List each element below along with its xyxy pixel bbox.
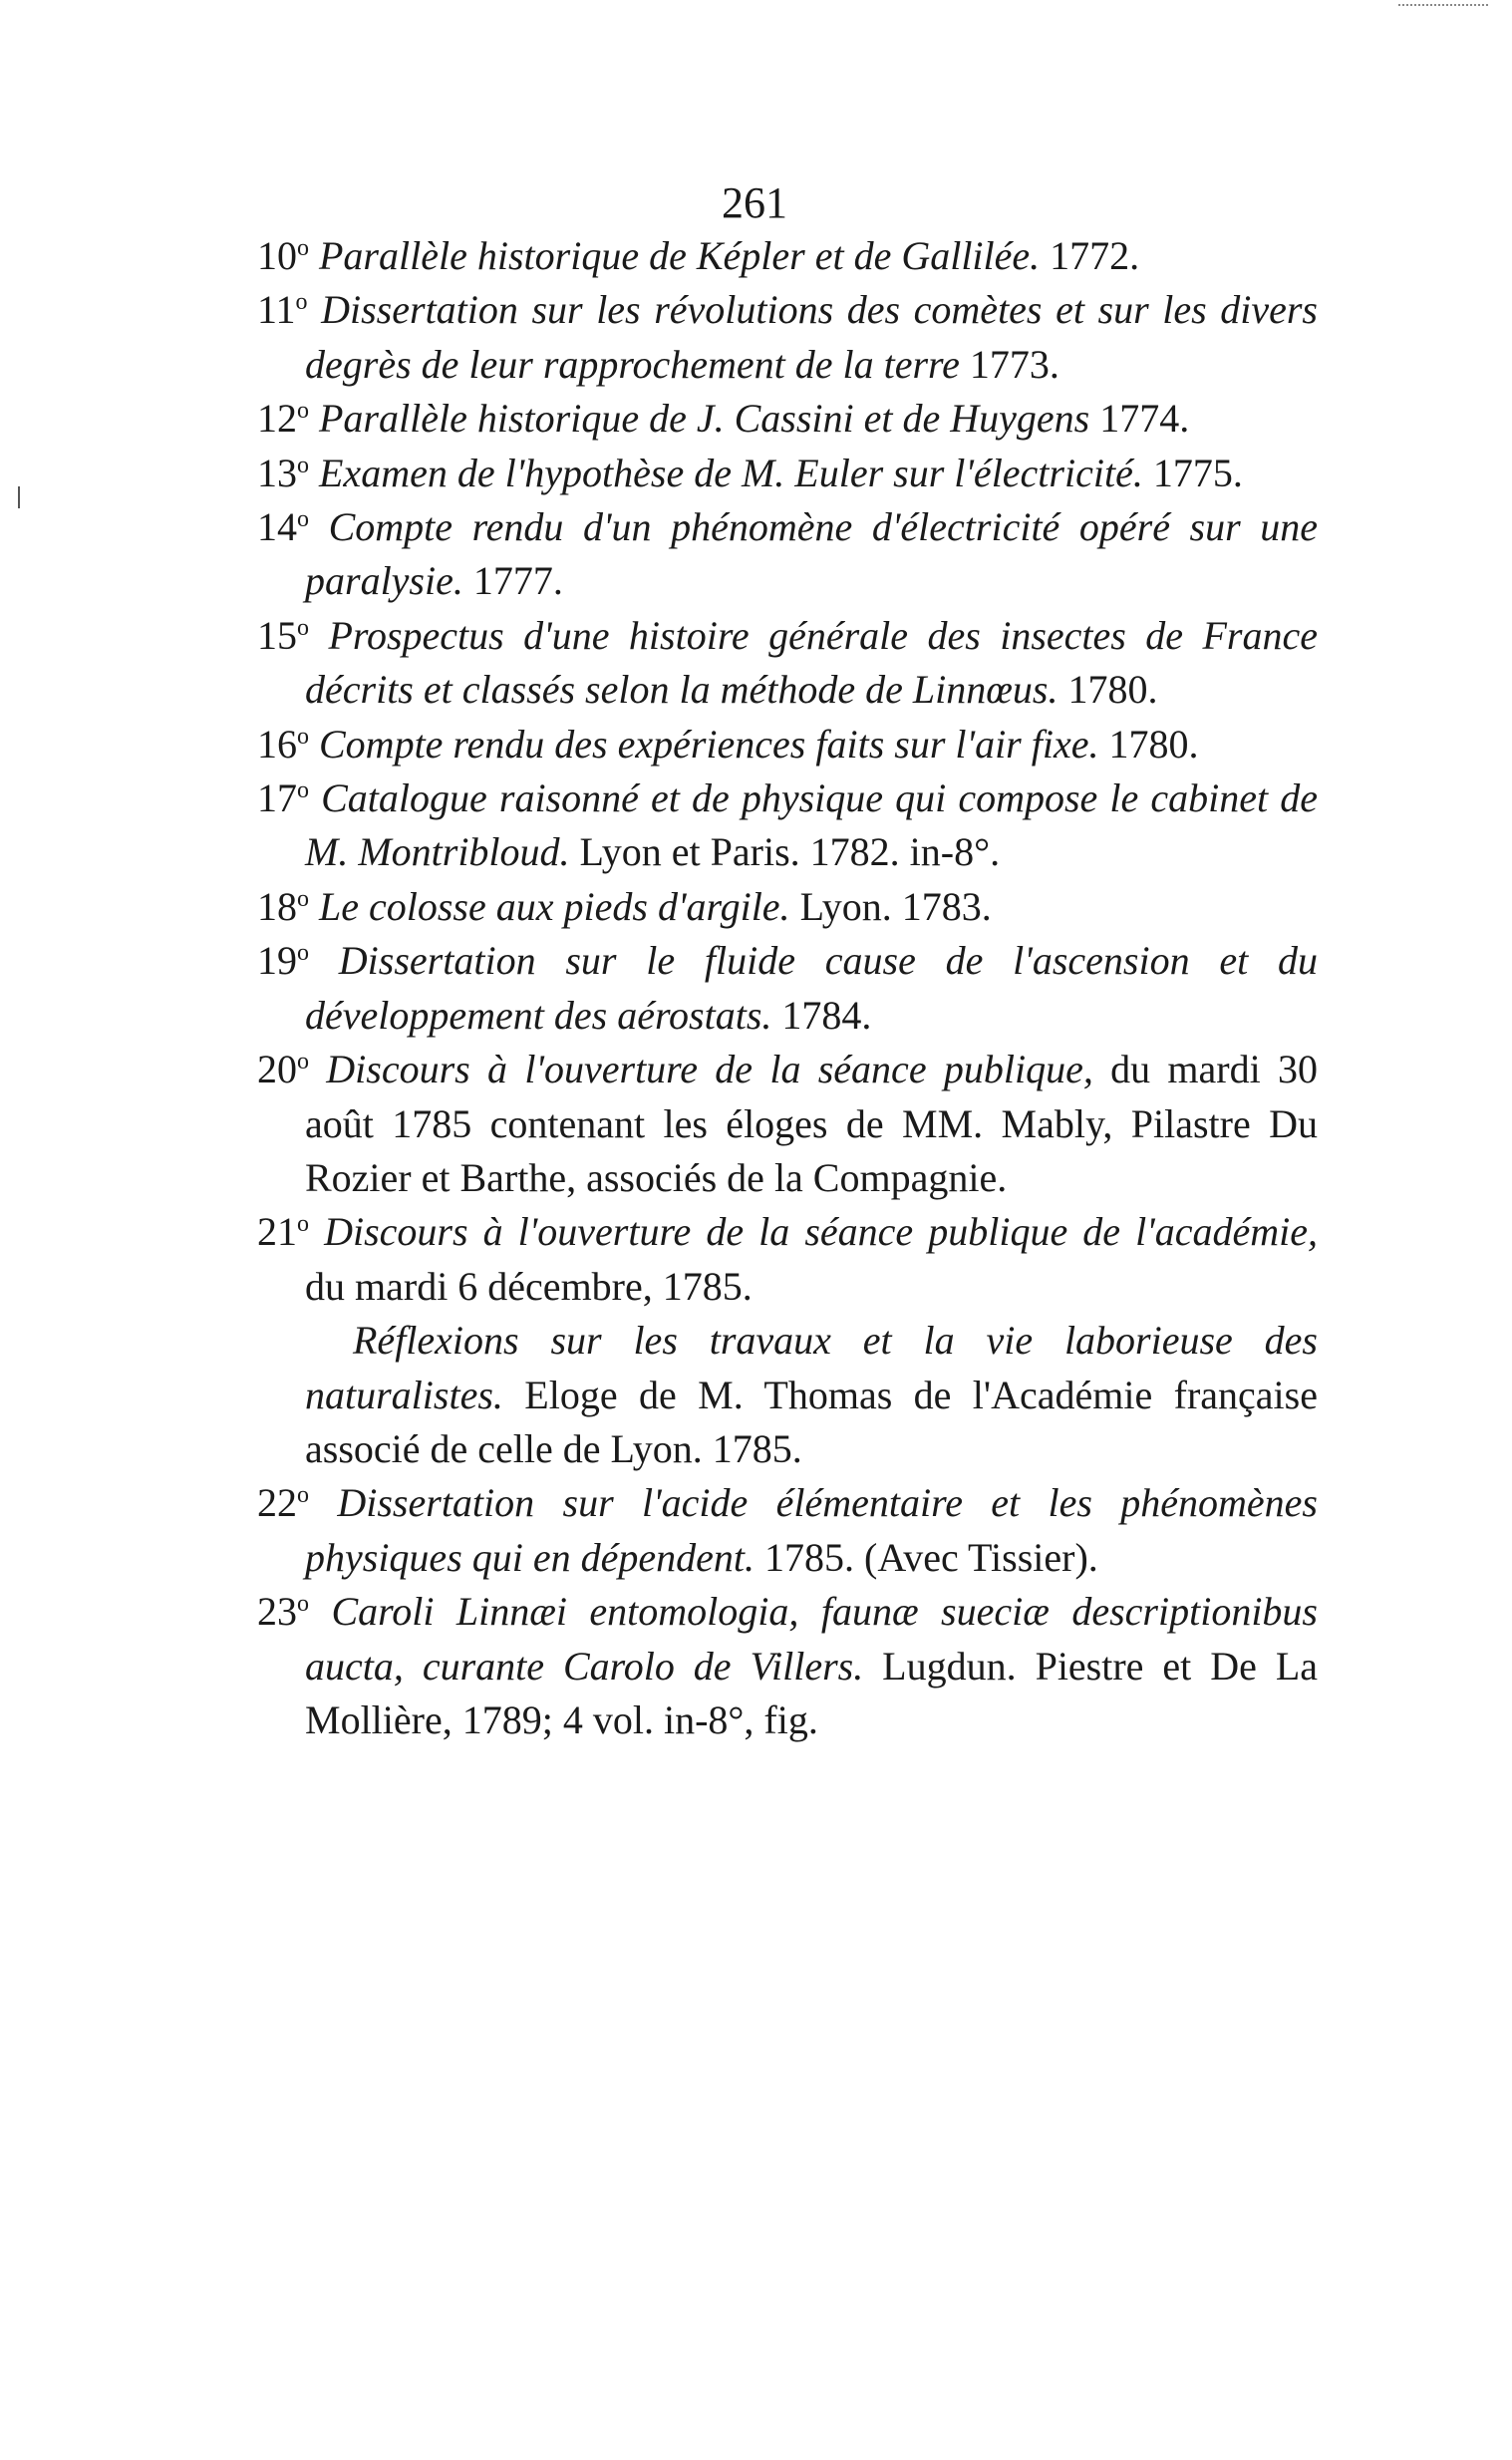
entry-number: 14: [257, 504, 297, 550]
entry-ordinal: o: [295, 289, 308, 316]
list-item: [257, 1585, 1318, 1747]
entry-title: Parallèle historique de Képler et de Gallilée.: [319, 233, 1041, 278]
entry-number: 10: [257, 233, 297, 278]
entry-title: Discours à l'ouverture de la séance publique,: [326, 1047, 1093, 1092]
entry-title: Parallèle historique de J. Cassini et de Huygens: [319, 396, 1090, 442]
entry-title: Discours à l'ouverture de la séance publique de l'académie,: [324, 1209, 1318, 1255]
entry-title: Dissertation sur les révolutions des comètes et sur les divers degrès de leur rapprochement de la terre: [305, 287, 1319, 387]
entry-details: 1780.: [1098, 721, 1199, 767]
entry-details: 1784.: [771, 992, 872, 1038]
entry-details: 1777.: [462, 558, 563, 604]
list-item: [257, 283, 1318, 392]
entry-number: 17: [257, 775, 297, 821]
entry-number: 13: [257, 450, 297, 495]
list-item: [257, 447, 1318, 500]
entry-ordinal: o: [297, 452, 309, 478]
entry-title: Prospectus d'une histoire générale des insectes de France décrits et classés selon la méthode de Linnœus.: [305, 612, 1319, 713]
entry-ordinal: o: [297, 723, 309, 750]
entry-details: 1775.: [1142, 450, 1243, 495]
entry-details: 1773.: [959, 341, 1059, 387]
page-number: 261: [722, 178, 787, 227]
entry-title: Compte rendu d'un phénomène d'électricité opéré sur une paralysie.: [305, 504, 1319, 604]
list-item: [257, 934, 1318, 1043]
entry-ordinal: o: [297, 940, 309, 967]
entry-ordinal: o: [297, 506, 309, 533]
entry-title: Examen de l'hypothèse de M. Euler sur l'électricité.: [319, 450, 1143, 495]
list-item: [257, 609, 1318, 718]
entry-details: 1772.: [1040, 233, 1140, 278]
entry-number: 20: [257, 1047, 297, 1092]
entry-number: 22: [257, 1480, 297, 1526]
entry-title: Réflexions sur les travaux et la vie laborieuse des naturalistes.: [305, 1318, 1318, 1417]
entry-ordinal: o: [297, 1591, 309, 1618]
entry-details: Lugdun. Piestre et De La Mollière, 1789; 4 vol. in-8°, fig.: [305, 1643, 1319, 1742]
list-item: [257, 718, 1318, 771]
list-item: [257, 500, 1318, 609]
entry-title: Le colosse aux pieds d'argile.: [319, 883, 790, 929]
entry-details: 1774.: [1089, 396, 1190, 442]
list-item-continuation: [257, 1314, 1318, 1476]
list-item: [257, 771, 1318, 880]
entry-number: 18: [257, 883, 297, 929]
entry-details: Lyon. 1783.: [789, 883, 992, 929]
entry-ordinal: o: [297, 1049, 309, 1076]
list-item: [257, 880, 1318, 934]
margin-mark: [18, 486, 20, 508]
bibliography-list: [257, 229, 1318, 1747]
scan-edge-mark: [1398, 4, 1488, 6]
entry-number: 19: [257, 938, 297, 984]
entry-number: 12: [257, 396, 297, 442]
entry-title: Compte rendu des expériences faits sur l'air fixe.: [319, 721, 1099, 767]
entry-title: Dissertation sur l'acide élémentaire et les phénomènes physiques qui en dépendent.: [305, 1480, 1319, 1580]
entry-title: Catalogue raisonné et de physique qui compose le cabinet de M. Montribloud.: [305, 775, 1318, 875]
entry-number: 21: [257, 1209, 297, 1255]
entry-title: Dissertation sur le fluide cause de l'ascension et du développement des aérostats.: [305, 938, 1318, 1038]
list-item: [257, 1043, 1318, 1205]
entry-ordinal: o: [297, 235, 309, 261]
entry-number: 15: [257, 612, 297, 658]
entry-ordinal: o: [297, 614, 309, 641]
list-item: [257, 1476, 1318, 1585]
entry-details: Eloge de M. Thomas de l'Académie française associé de celle de Lyon. 1785.: [305, 1372, 1318, 1471]
list-item: [257, 392, 1318, 446]
entry-title: Caroli Linnæi entomologia, faunæ sueciæ descriptionibus aucta, curante Carolo de Villers.: [305, 1589, 1319, 1689]
entry-ordinal: o: [297, 885, 309, 912]
entry-number: 11: [257, 287, 296, 333]
entry-details: du mardi 30 août 1785 contenant les éloges de MM. Mably, Pilastre Du Rozier et Barthe, associés de la Compagnie.: [305, 1047, 1319, 1200]
list-item: [257, 1205, 1318, 1314]
entry-ordinal: o: [297, 777, 309, 804]
list-item: [257, 229, 1318, 283]
entry-ordinal: o: [297, 398, 309, 425]
entry-details: 1785. (Avec Tissier).: [755, 1534, 1098, 1580]
entry-number: 16: [257, 721, 297, 767]
entry-details: Lyon et Paris. 1782. in-8°.: [569, 829, 1001, 875]
entry-details: du mardi 6 décembre, 1785.: [305, 1263, 753, 1309]
entry-ordinal: o: [297, 1482, 309, 1509]
entry-ordinal: o: [297, 1211, 309, 1238]
entry-details: 1780.: [1058, 667, 1158, 713]
entry-number: 23: [257, 1589, 297, 1635]
